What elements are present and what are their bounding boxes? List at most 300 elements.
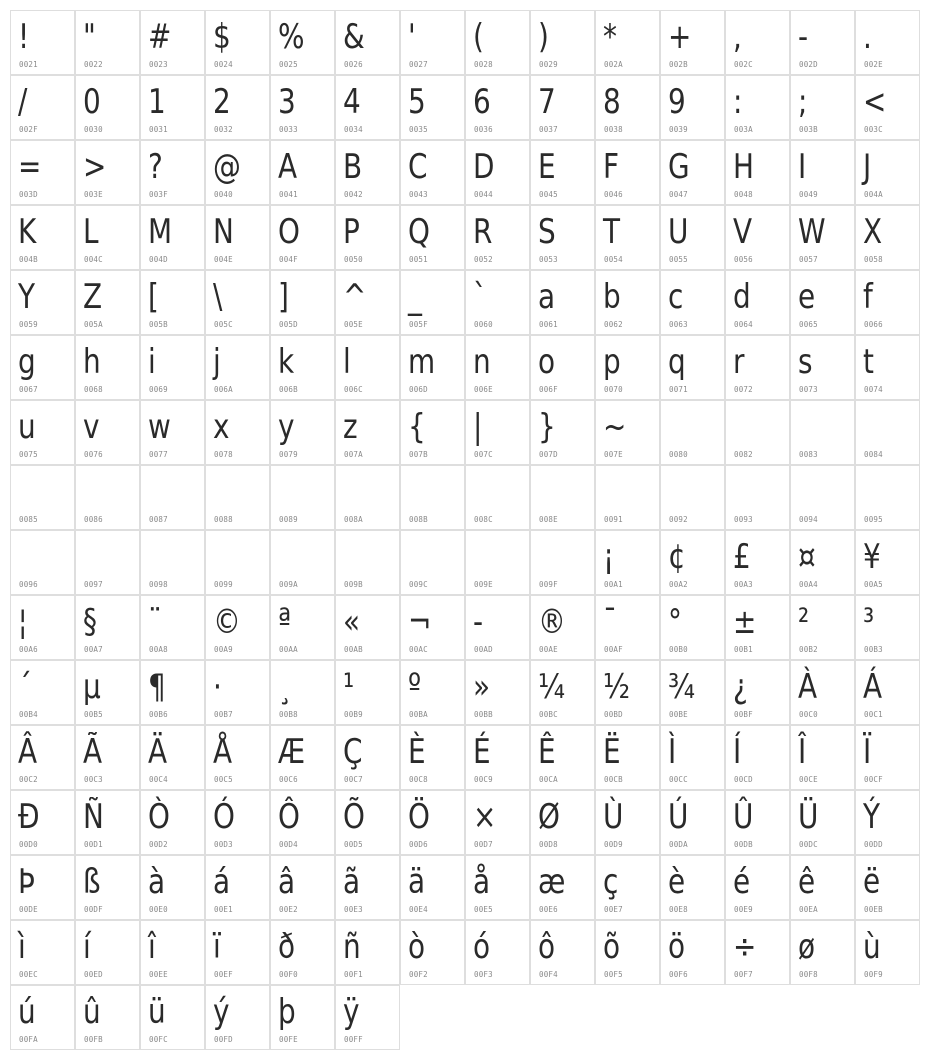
glyph-cell	[790, 75, 855, 140]
glyph-codepoint: 0064	[734, 320, 753, 329]
glyph-codepoint: 007D	[539, 450, 558, 459]
glyph-codepoint: 009C	[409, 580, 428, 589]
glyph-codepoint: 0042	[344, 190, 363, 199]
glyph-codepoint: 006D	[409, 385, 428, 394]
glyph-codepoint: 00C5	[214, 775, 233, 784]
glyph-character: Ò	[148, 797, 170, 837]
glyph-cell	[140, 205, 205, 270]
glyph-codepoint: 006A	[214, 385, 233, 394]
glyph-codepoint: 0062	[604, 320, 623, 329]
glyph-character: H	[733, 147, 754, 187]
glyph-cell	[725, 725, 790, 790]
glyph-character: l	[343, 342, 351, 382]
glyph-character: <	[863, 82, 887, 122]
glyph-codepoint: 00A6	[19, 645, 38, 654]
glyph-cell	[725, 465, 790, 530]
glyph-character: ô	[538, 927, 556, 967]
glyph-codepoint: 00F0	[279, 970, 298, 979]
glyph-codepoint: 00A9	[214, 645, 233, 654]
glyph-character: U	[668, 212, 689, 252]
glyph-character: ^	[343, 277, 367, 317]
glyph-codepoint: 007B	[409, 450, 428, 459]
glyph-cell	[725, 855, 790, 920]
glyph-cell	[855, 75, 920, 140]
glyph-cell	[10, 790, 75, 855]
glyph-cell	[140, 10, 205, 75]
glyph-character: o	[538, 342, 556, 382]
glyph-codepoint: 0048	[734, 190, 753, 199]
glyph-codepoint: 00CB	[604, 775, 623, 784]
glyph-codepoint: 0053	[539, 255, 558, 264]
glyph-character: ²	[798, 602, 810, 642]
glyph-codepoint: 009B	[344, 580, 363, 589]
glyph-character: ;	[798, 82, 808, 122]
glyph-character: Z	[83, 277, 103, 317]
glyph-cell	[790, 595, 855, 660]
glyph-character: ú	[18, 992, 36, 1032]
glyph-cell	[465, 530, 530, 595]
glyph-codepoint: 00BB	[474, 710, 493, 719]
glyph-codepoint: 0049	[799, 190, 818, 199]
glyph-codepoint: 006B	[279, 385, 298, 394]
glyph-codepoint: 005D	[279, 320, 298, 329]
glyph-codepoint: 0028	[474, 60, 493, 69]
glyph-character: Ü	[798, 797, 819, 837]
glyph-codepoint: 00E7	[604, 905, 623, 914]
glyph-character: t	[863, 342, 874, 382]
glyph-cell	[205, 10, 270, 75]
glyph-codepoint: 0044	[474, 190, 493, 199]
glyph-codepoint: 005C	[214, 320, 233, 329]
glyph-codepoint: 009F	[539, 580, 558, 589]
glyph-cell	[660, 725, 725, 790]
glyph-character: º	[408, 667, 422, 707]
glyph-cell	[140, 400, 205, 465]
glyph-codepoint: 00FE	[279, 1035, 298, 1044]
glyph-codepoint: 0040	[214, 190, 233, 199]
glyph-cell	[75, 530, 140, 595]
glyph-codepoint: 00B7	[214, 710, 233, 719]
glyph-codepoint: 0037	[539, 125, 558, 134]
glyph-codepoint: 00E2	[279, 905, 298, 914]
glyph-codepoint: 00F5	[604, 970, 623, 979]
glyph-character: à	[148, 862, 166, 902]
glyph-codepoint: 00A7	[84, 645, 103, 654]
glyph-codepoint: 0091	[604, 515, 623, 524]
glyph-codepoint: 00FA	[19, 1035, 38, 1044]
glyph-cell	[595, 530, 660, 595]
glyph-character: \	[213, 277, 223, 317]
glyph-codepoint: 00B6	[149, 710, 168, 719]
glyph-cell	[725, 205, 790, 270]
glyph-codepoint: 00BD	[604, 710, 623, 719]
glyph-codepoint: 0061	[539, 320, 558, 329]
glyph-cell	[205, 140, 270, 205]
glyph-cell	[855, 855, 920, 920]
glyph-cell	[335, 595, 400, 660]
glyph-codepoint: 0099	[214, 580, 233, 589]
glyph-character: m	[408, 342, 436, 382]
glyph-cell	[205, 725, 270, 790]
glyph-character: I	[798, 147, 807, 187]
glyph-codepoint: 00F2	[409, 970, 428, 979]
glyph-cell	[10, 205, 75, 270]
glyph-cell	[790, 725, 855, 790]
glyph-character: /	[18, 82, 28, 122]
glyph-codepoint: 00D3	[214, 840, 233, 849]
glyph-character: «	[343, 602, 361, 642]
glyph-codepoint: 0063	[669, 320, 688, 329]
glyph-cell	[595, 75, 660, 140]
glyph-codepoint: 0080	[669, 450, 688, 459]
glyph-character: °	[668, 602, 682, 642]
glyph-cell	[725, 10, 790, 75]
glyph-codepoint: 004F	[279, 255, 298, 264]
glyph-codepoint: 00C9	[474, 775, 493, 784]
glyph-cell	[530, 595, 595, 660]
glyph-cell	[140, 140, 205, 205]
glyph-cell	[660, 595, 725, 660]
glyph-codepoint: 00DA	[669, 840, 688, 849]
glyph-codepoint: 0067	[19, 385, 38, 394]
glyph-cell	[855, 465, 920, 530]
glyph-codepoint: 00AD	[474, 645, 493, 654]
glyph-character: ¡	[603, 537, 615, 577]
glyph-codepoint: 002A	[604, 60, 623, 69]
glyph-cell	[595, 335, 660, 400]
glyph-cell	[270, 855, 335, 920]
glyph-codepoint: 0034	[344, 125, 363, 134]
glyph-cell	[140, 725, 205, 790]
glyph-character: ö	[668, 927, 686, 967]
glyph-character: Å	[213, 732, 233, 772]
glyph-cell	[725, 400, 790, 465]
glyph-character: }	[538, 407, 556, 447]
glyph-character: >	[83, 147, 107, 187]
glyph-codepoint: 00E9	[734, 905, 753, 914]
glyph-cell	[140, 465, 205, 530]
glyph-codepoint: 0039	[669, 125, 688, 134]
glyph-codepoint: 0075	[19, 450, 38, 459]
glyph-cell	[400, 530, 465, 595]
glyph-codepoint: 00D8	[539, 840, 558, 849]
glyph-character: õ	[603, 927, 621, 967]
glyph-codepoint: 002C	[734, 60, 753, 69]
glyph-cell	[140, 985, 205, 1050]
glyph-codepoint: 009E	[474, 580, 493, 589]
glyph-codepoint: 0058	[864, 255, 883, 264]
glyph-cell	[855, 10, 920, 75]
glyph-cell	[595, 920, 660, 985]
glyph-codepoint: 00BE	[669, 710, 688, 719]
glyph-codepoint: 004E	[214, 255, 233, 264]
glyph-codepoint: 004D	[149, 255, 168, 264]
glyph-character: X	[863, 212, 883, 252]
glyph-character: 1	[148, 82, 166, 122]
glyph-cell	[270, 205, 335, 270]
glyph-cell	[270, 660, 335, 725]
glyph-cell	[335, 530, 400, 595]
glyph-cell	[75, 985, 140, 1050]
glyph-character: O	[278, 212, 300, 252]
glyph-character: £	[733, 537, 751, 577]
glyph-codepoint: 00C8	[409, 775, 428, 784]
glyph-cell	[790, 790, 855, 855]
glyph-character: ¸	[278, 667, 292, 707]
glyph-codepoint: 00B2	[799, 645, 818, 654]
glyph-character: r	[733, 342, 745, 382]
glyph-cell	[790, 140, 855, 205]
glyph-cell	[855, 205, 920, 270]
glyph-cell	[205, 855, 270, 920]
glyph-cell	[10, 985, 75, 1050]
glyph-codepoint: 003F	[149, 190, 168, 199]
glyph-codepoint: 0033	[279, 125, 298, 134]
glyph-cell	[270, 790, 335, 855]
glyph-cell	[270, 920, 335, 985]
glyph-cell	[75, 660, 140, 725]
glyph-character: ¨	[148, 602, 162, 642]
glyph-character: =	[18, 147, 42, 187]
glyph-codepoint: 00B5	[84, 710, 103, 719]
glyph-character: w	[148, 407, 171, 447]
glyph-cell	[595, 855, 660, 920]
glyph-character: Î	[798, 732, 807, 772]
glyph-character: ½	[603, 667, 631, 707]
glyph-cell	[335, 920, 400, 985]
glyph-cell	[595, 10, 660, 75]
glyph-cell	[725, 595, 790, 660]
glyph-character: 4	[343, 82, 361, 122]
glyph-cell	[75, 595, 140, 660]
glyph-cell	[335, 465, 400, 530]
glyph-cell	[205, 660, 270, 725]
glyph-cell	[790, 400, 855, 465]
glyph-cell	[205, 75, 270, 140]
glyph-codepoint: 002E	[864, 60, 883, 69]
glyph-codepoint: 00EC	[19, 970, 38, 979]
glyph-codepoint: 0024	[214, 60, 233, 69]
glyph-codepoint: 0025	[279, 60, 298, 69]
glyph-cell	[270, 75, 335, 140]
glyph-codepoint: 0054	[604, 255, 623, 264]
glyph-codepoint: 00FC	[149, 1035, 168, 1044]
glyph-codepoint: 0074	[864, 385, 883, 394]
glyph-codepoint: 00AB	[344, 645, 363, 654]
glyph-cell	[725, 920, 790, 985]
glyph-character: è	[668, 862, 686, 902]
glyph-codepoint: 00CE	[799, 775, 818, 784]
glyph-character: ¤	[798, 537, 816, 577]
glyph-codepoint: 00D9	[604, 840, 623, 849]
glyph-codepoint: 00FB	[84, 1035, 103, 1044]
glyph-codepoint: 0046	[604, 190, 623, 199]
glyph-cell	[530, 660, 595, 725]
glyph-character: G	[668, 147, 690, 187]
glyph-cell	[400, 400, 465, 465]
glyph-character: Ï	[863, 732, 872, 772]
glyph-codepoint: 00B3	[864, 645, 883, 654]
glyph-codepoint: 00CA	[539, 775, 558, 784]
glyph-cell	[10, 855, 75, 920]
glyph-cell	[400, 465, 465, 530]
glyph-cell	[75, 270, 140, 335]
glyph-cell	[335, 790, 400, 855]
glyph-cell	[660, 660, 725, 725]
glyph-codepoint: 00D5	[344, 840, 363, 849]
glyph-codepoint: 004B	[19, 255, 38, 264]
glyph-codepoint: 003D	[19, 190, 38, 199]
glyph-character: ò	[408, 927, 426, 967]
glyph-cell	[855, 140, 920, 205]
glyph-codepoint: 008A	[344, 515, 363, 524]
glyph-cell	[75, 920, 140, 985]
glyph-cell	[465, 465, 530, 530]
glyph-cell	[335, 75, 400, 140]
glyph-cell	[725, 270, 790, 335]
glyph-codepoint: 00F8	[799, 970, 818, 979]
glyph-codepoint: 00CF	[864, 775, 883, 784]
glyph-cell	[530, 140, 595, 205]
glyph-codepoint: 00AE	[539, 645, 558, 654]
glyph-character: 8	[603, 82, 621, 122]
glyph-character: ~	[603, 407, 627, 447]
glyph-cell	[855, 530, 920, 595]
glyph-codepoint: 00DD	[864, 840, 883, 849]
glyph-codepoint: 005E	[344, 320, 363, 329]
glyph-cell	[530, 75, 595, 140]
glyph-cell	[335, 400, 400, 465]
glyph-codepoint: 005F	[409, 320, 428, 329]
glyph-character: f	[863, 277, 873, 317]
glyph-codepoint: 00EB	[864, 905, 883, 914]
glyph-codepoint: 003E	[84, 190, 103, 199]
glyph-character: Ó	[213, 797, 235, 837]
glyph-character: Õ	[343, 797, 365, 837]
glyph-character: k	[278, 342, 295, 382]
glyph-cell	[400, 920, 465, 985]
glyph-cell	[75, 140, 140, 205]
glyph-codepoint: 0041	[279, 190, 298, 199]
glyph-character: "	[83, 17, 96, 57]
glyph-character: W	[798, 212, 826, 252]
glyph-codepoint: 008E	[539, 515, 558, 524]
glyph-character: ©	[213, 602, 241, 642]
glyph-grid	[10, 10, 920, 1050]
glyph-character: ÿ	[343, 992, 360, 1032]
glyph-cell	[205, 595, 270, 660]
glyph-character: Ø	[538, 797, 560, 837]
glyph-codepoint: 00DF	[84, 905, 103, 914]
glyph-cell	[75, 400, 140, 465]
glyph-character: Q	[408, 212, 430, 252]
glyph-codepoint: 00C0	[799, 710, 818, 719]
glyph-cell	[530, 205, 595, 270]
glyph-cell	[855, 335, 920, 400]
glyph-codepoint: 002F	[19, 125, 38, 134]
glyph-character: ?	[148, 147, 163, 187]
glyph-cell	[335, 205, 400, 270]
glyph-cell	[75, 335, 140, 400]
glyph-cell	[10, 530, 75, 595]
glyph-character: 9	[668, 82, 686, 122]
glyph-character: |	[473, 407, 483, 447]
glyph-character: +	[668, 17, 692, 57]
glyph-cell	[725, 75, 790, 140]
glyph-character: þ	[278, 992, 296, 1032]
glyph-cell	[465, 270, 530, 335]
glyph-codepoint: 0079	[279, 450, 298, 459]
glyph-codepoint: 00ED	[84, 970, 103, 979]
glyph-codepoint: 0023	[149, 60, 168, 69]
glyph-codepoint: 0086	[84, 515, 103, 524]
glyph-character: x	[213, 407, 230, 447]
glyph-codepoint: 003C	[864, 125, 883, 134]
glyph-codepoint: 003B	[799, 125, 818, 134]
glyph-cell	[790, 920, 855, 985]
glyph-codepoint: 0076	[84, 450, 103, 459]
glyph-cell	[400, 725, 465, 790]
glyph-cell	[335, 270, 400, 335]
glyph-cell	[10, 465, 75, 530]
glyph-character: &	[343, 17, 365, 57]
glyph-cell	[270, 725, 335, 790]
glyph-codepoint: 00B4	[19, 710, 38, 719]
glyph-character: e	[798, 277, 816, 317]
glyph-cell	[140, 335, 205, 400]
glyph-character: .	[863, 17, 872, 57]
glyph-character: Ö	[408, 797, 430, 837]
glyph-codepoint: 0085	[19, 515, 38, 524]
glyph-codepoint: 0050	[344, 255, 363, 264]
glyph-character: 6	[473, 82, 491, 122]
glyph-cell	[465, 10, 530, 75]
glyph-character: ä	[408, 862, 426, 902]
glyph-cell	[855, 725, 920, 790]
glyph-character: )	[538, 17, 549, 57]
glyph-cell	[335, 985, 400, 1050]
glyph-character: ó	[473, 927, 491, 967]
glyph-character: û	[83, 992, 101, 1032]
glyph-character: ù	[863, 927, 881, 967]
glyph-codepoint: 0092	[669, 515, 688, 524]
glyph-codepoint: 00AA	[279, 645, 298, 654]
glyph-cell	[205, 205, 270, 270]
glyph-character: µ	[83, 667, 101, 707]
glyph-codepoint: 006E	[474, 385, 493, 394]
glyph-character: ¦	[18, 602, 28, 642]
glyph-cell	[790, 660, 855, 725]
glyph-codepoint: 00C6	[279, 775, 298, 784]
glyph-codepoint: 00B9	[344, 710, 363, 719]
glyph-codepoint: 0068	[84, 385, 103, 394]
glyph-cell	[465, 790, 530, 855]
glyph-cell	[855, 660, 920, 725]
glyph-character: ¥	[863, 537, 881, 577]
glyph-cell	[205, 530, 270, 595]
glyph-codepoint: 00AC	[409, 645, 428, 654]
glyph-cell	[335, 10, 400, 75]
glyph-character: A	[278, 147, 298, 187]
glyph-cell	[270, 270, 335, 335]
glyph-character: ü	[148, 992, 166, 1032]
glyph-codepoint: 00DC	[799, 840, 818, 849]
glyph-character: â	[278, 862, 296, 902]
glyph-codepoint: 0066	[864, 320, 883, 329]
glyph-cell	[465, 140, 530, 205]
glyph-cell	[400, 270, 465, 335]
glyph-codepoint: 0088	[214, 515, 233, 524]
